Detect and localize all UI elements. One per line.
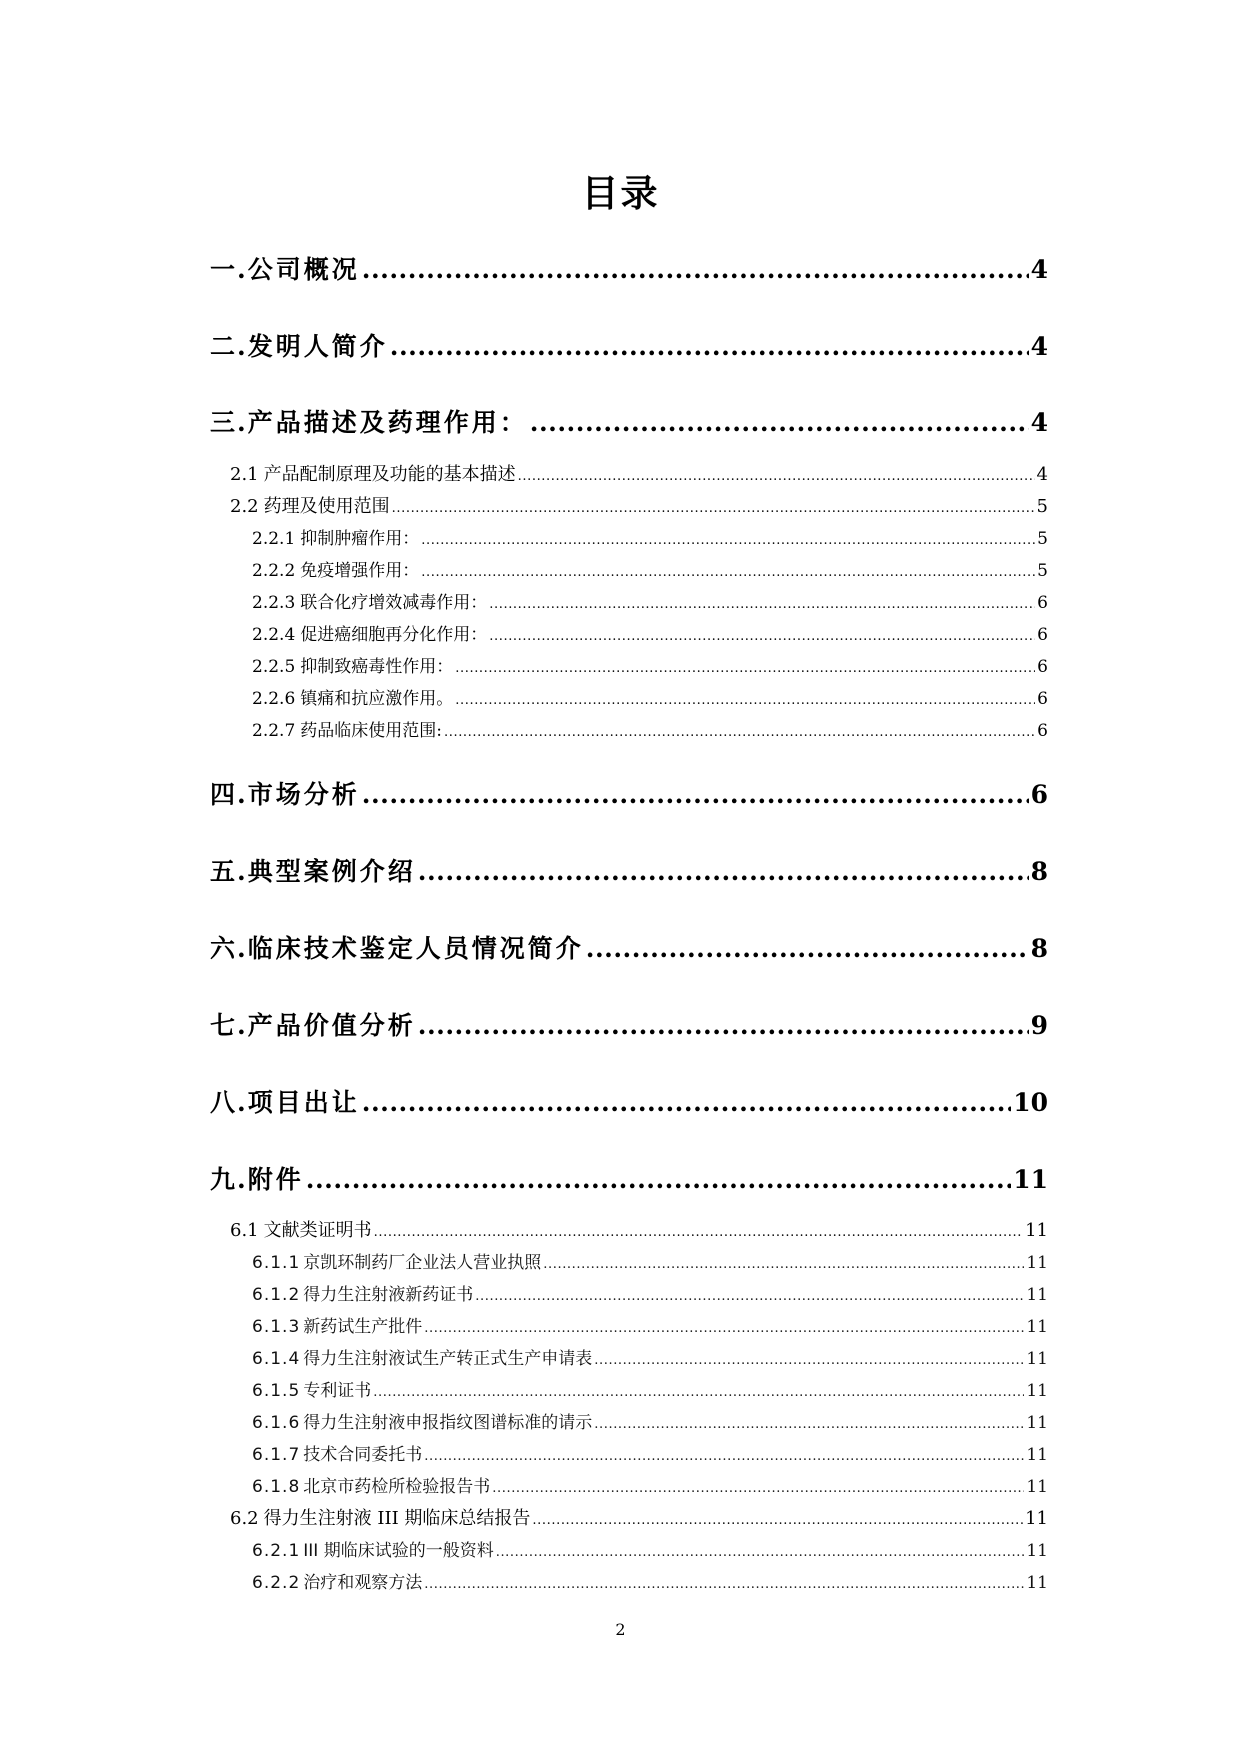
toc-dot-leader bbox=[455, 661, 1035, 676]
toc-entry-title: 抑制肿瘤作用： bbox=[300, 529, 420, 549]
toc-dot-leader bbox=[390, 332, 1029, 361]
toc-entry-number: 2.2.3 bbox=[252, 593, 296, 613]
toc-entry-section[interactable] bbox=[230, 460, 1048, 488]
toc-entry-chapter-2[interactable] bbox=[210, 327, 1048, 367]
toc-entry-page: 8 bbox=[1030, 857, 1048, 886]
toc-entry-title: 公司概况 bbox=[247, 255, 360, 284]
toc-entry-page: 6 bbox=[1037, 625, 1048, 645]
toc-entry-page: 4 bbox=[1030, 255, 1048, 284]
toc-entry-subsection[interactable] bbox=[252, 1408, 1048, 1436]
toc-entry-chapter-9[interactable] bbox=[210, 1160, 1048, 1200]
toc-dot-leader bbox=[373, 1385, 1024, 1400]
toc-entry-page: 5 bbox=[1037, 561, 1048, 581]
toc-entry-page: 5 bbox=[1037, 529, 1048, 549]
toc-entry-title: 项目出让 bbox=[247, 1088, 360, 1117]
toc-entry-chapter-4[interactable] bbox=[210, 775, 1048, 815]
toc-entry-page: 11 bbox=[1025, 1220, 1048, 1241]
toc-dot-leader bbox=[444, 725, 1035, 740]
toc-entry-number: 6.1.6 bbox=[252, 1413, 301, 1433]
toc-entry-number: 6.1.8 bbox=[252, 1477, 301, 1497]
toc-entry-page: 11 bbox=[1026, 1573, 1048, 1593]
toc-entry-page: 9 bbox=[1030, 1011, 1048, 1040]
toc-entry-subsection[interactable] bbox=[252, 524, 1048, 552]
toc-entry-number: 2.1 bbox=[230, 464, 259, 485]
toc-entry-chapter-1[interactable] bbox=[210, 250, 1048, 290]
toc-entry-number: 6.2.1 bbox=[252, 1541, 301, 1561]
toc-entry-page: 11 bbox=[1026, 1317, 1048, 1337]
toc-dot-leader bbox=[392, 501, 1035, 516]
toc-entry-number: 七. bbox=[210, 1011, 248, 1040]
toc-dot-leader bbox=[496, 1545, 1025, 1560]
toc-entry-page: 6 bbox=[1037, 657, 1048, 677]
toc-entry-subsection[interactable] bbox=[252, 652, 1048, 680]
toc-entry-page: 11 bbox=[1025, 1508, 1048, 1529]
toc-dot-leader bbox=[594, 1353, 1024, 1368]
toc-entry-subsection[interactable] bbox=[252, 1312, 1048, 1340]
toc-entry-title: 北京市药检所检验报告书 bbox=[303, 1477, 491, 1497]
toc-dot-leader bbox=[374, 1225, 1023, 1240]
toc-entry-number: 三. bbox=[210, 408, 248, 437]
toc-dot-leader bbox=[455, 693, 1035, 708]
toc-entry-number: 九. bbox=[210, 1165, 248, 1194]
toc-entry-page: 11 bbox=[1026, 1477, 1048, 1497]
toc-entry-number: 五. bbox=[210, 857, 248, 886]
toc-entry-page: 11 bbox=[1026, 1413, 1048, 1433]
toc-entry-title: 得力生注射液 III 期临床总结报告 bbox=[263, 1508, 531, 1529]
toc-entry-subsection[interactable] bbox=[252, 1568, 1048, 1596]
toc-dot-leader bbox=[532, 1513, 1023, 1528]
toc-entry-title: 新药试生产批件 bbox=[303, 1317, 423, 1337]
toc-entry-title: 技术合同委托书 bbox=[303, 1445, 423, 1465]
toc-dot-leader bbox=[594, 1417, 1024, 1432]
toc-entry-subsection[interactable] bbox=[252, 1536, 1048, 1564]
toc-entry-subsection[interactable] bbox=[252, 1280, 1048, 1308]
toc-entry-title: 得力生注射液试生产转正式生产申请表 bbox=[303, 1349, 593, 1369]
toc-entry-title: 京凯环制药厂企业法人营业执照 bbox=[303, 1253, 542, 1273]
toc-entry-title: 文献类证明书 bbox=[263, 1220, 372, 1241]
toc-entry-number: 6.1.2 bbox=[252, 1285, 301, 1305]
toc-entry-page: 8 bbox=[1030, 934, 1048, 963]
toc-dot-leader bbox=[543, 1257, 1024, 1272]
toc-entry-title: 药品临床使用范围: bbox=[300, 721, 442, 741]
toc-entry-title: 产品价值分析 bbox=[247, 1011, 416, 1040]
toc-entry-section[interactable] bbox=[230, 1216, 1048, 1244]
toc-entry-title: 市场分析 bbox=[247, 780, 360, 809]
toc-entry-number: 6.1 bbox=[230, 1220, 259, 1241]
toc-entry-section[interactable] bbox=[230, 492, 1048, 520]
toc-dot-leader bbox=[518, 469, 1035, 484]
toc-entry-title: 产品描述及药理作用： bbox=[247, 408, 528, 437]
toc-entry-subsection[interactable] bbox=[252, 1344, 1048, 1372]
toc-entry-chapter-6[interactable] bbox=[210, 929, 1048, 969]
toc-dot-leader bbox=[418, 857, 1029, 886]
toc-entry-title: 产品配制原理及功能的基本描述 bbox=[263, 464, 516, 485]
toc-entry-title: 得力生注射液申报指纹图谱标准的请示 bbox=[303, 1413, 593, 1433]
toc-entry-number: 6.1.4 bbox=[252, 1349, 301, 1369]
toc-entry-page: 11 bbox=[1013, 1165, 1048, 1194]
toc-dot-leader bbox=[489, 597, 1035, 612]
toc-entry-subsection[interactable] bbox=[252, 1472, 1048, 1500]
toc-entry-page: 11 bbox=[1026, 1381, 1048, 1401]
toc-entry-title: 镇痛和抗应激作用。 bbox=[300, 689, 454, 709]
toc-entry-subsection[interactable] bbox=[252, 1440, 1048, 1468]
toc-dot-leader bbox=[362, 1088, 1011, 1117]
toc-entry-number: 6.1.1 bbox=[252, 1253, 301, 1273]
toc-entry-title: III 期临床试验的一般资料 bbox=[303, 1541, 494, 1561]
toc-entry-title: 得力生注射液新药证书 bbox=[303, 1285, 474, 1305]
toc-entry-number: 一. bbox=[210, 255, 248, 284]
toc-entry-page: 4 bbox=[1030, 332, 1048, 361]
toc-entry-number: 六. bbox=[210, 934, 248, 963]
toc-entry-subsection[interactable] bbox=[252, 1376, 1048, 1404]
toc-entry-number: 6.2.2 bbox=[252, 1573, 301, 1593]
toc-dot-leader bbox=[489, 629, 1035, 644]
toc-entry-page: 4 bbox=[1030, 408, 1048, 437]
toc-entry-page: 11 bbox=[1026, 1541, 1048, 1561]
toc-entry-title: 发明人简介 bbox=[247, 332, 388, 361]
toc-entry-number: 2.2 bbox=[230, 496, 259, 517]
toc-entry-page: 11 bbox=[1026, 1285, 1048, 1305]
toc-dot-leader bbox=[530, 408, 1029, 437]
toc-entry-number: 2.2.6 bbox=[252, 689, 296, 709]
toc-entry-chapter-8[interactable] bbox=[210, 1083, 1048, 1123]
toc-entry-title: 抑制致癌毒性作用： bbox=[300, 657, 454, 677]
toc-entry-title: 附件 bbox=[247, 1165, 304, 1194]
toc-entry-page: 6 bbox=[1037, 689, 1048, 709]
toc-dot-leader bbox=[362, 255, 1029, 284]
toc-entry-number: 6.1.5 bbox=[252, 1381, 301, 1401]
toc-entry-subsection[interactable] bbox=[252, 620, 1048, 648]
toc-entry-section[interactable] bbox=[230, 1504, 1048, 1532]
toc-entry-number: 2.2.5 bbox=[252, 657, 296, 677]
toc-entry-number: 6.1.7 bbox=[252, 1445, 301, 1465]
toc-entry-title: 药理及使用范围 bbox=[263, 496, 390, 517]
toc-dot-leader bbox=[421, 533, 1035, 548]
toc-dot-leader bbox=[475, 1289, 1024, 1304]
toc-entry-title: 促进癌细胞再分化作用： bbox=[300, 625, 488, 645]
toc-entry-page: 5 bbox=[1036, 496, 1048, 517]
toc-entry-number: 2.2.1 bbox=[252, 529, 296, 549]
toc-dot-leader bbox=[586, 934, 1029, 963]
toc-dot-leader bbox=[424, 1449, 1024, 1464]
toc-entry-chapter-7[interactable] bbox=[210, 1006, 1048, 1046]
toc-dot-leader bbox=[306, 1165, 1011, 1194]
page-title: 目录 bbox=[581, 171, 660, 215]
toc-entry-chapter-3[interactable] bbox=[210, 403, 1048, 443]
toc-dot-leader bbox=[424, 1577, 1024, 1592]
toc-entry-title: 专利证书 bbox=[303, 1381, 372, 1401]
toc-dot-leader bbox=[362, 780, 1029, 809]
toc-entry-page: 6 bbox=[1030, 780, 1048, 809]
toc-entry-page: 11 bbox=[1026, 1349, 1048, 1369]
toc-entry-number: 2.2.4 bbox=[252, 625, 296, 645]
toc-entry-subsection[interactable] bbox=[252, 684, 1048, 712]
toc-entry-chapter-5[interactable] bbox=[210, 852, 1048, 892]
toc-entry-page: 11 bbox=[1026, 1445, 1048, 1465]
toc-entry-subsection[interactable] bbox=[252, 716, 1048, 744]
toc-entry-number: 6.1.3 bbox=[252, 1317, 301, 1337]
toc-entry-title: 临床技术鉴定人员情况简介 bbox=[247, 934, 584, 963]
toc-entry-number: 2.2.7 bbox=[252, 721, 296, 741]
toc-entry-number: 6.2 bbox=[230, 1508, 259, 1529]
toc-entry-title: 联合化疗增效减毒作用： bbox=[300, 593, 488, 613]
toc-entry-title: 治疗和观察方法 bbox=[303, 1573, 423, 1593]
toc-entry-number: 2.2.2 bbox=[252, 561, 296, 581]
toc-entry-subsection[interactable] bbox=[252, 588, 1048, 616]
toc-entry-page: 10 bbox=[1013, 1088, 1048, 1117]
toc-entry-title: 典型案例介绍 bbox=[247, 857, 416, 886]
toc-entry-number: 八. bbox=[210, 1088, 248, 1117]
toc-entry-page: 6 bbox=[1037, 593, 1048, 613]
toc-entry-subsection[interactable] bbox=[252, 556, 1048, 584]
toc-entry-page: 4 bbox=[1036, 464, 1048, 485]
toc-entry-page: 6 bbox=[1037, 721, 1048, 741]
page-number: 2 bbox=[615, 1620, 626, 1639]
toc-dot-leader bbox=[492, 1481, 1024, 1496]
toc-entry-title: 免疫增强作用： bbox=[300, 561, 420, 581]
toc-dot-leader bbox=[418, 1011, 1029, 1040]
toc-entry-page: 11 bbox=[1026, 1253, 1048, 1273]
toc-entry-number: 四. bbox=[210, 780, 248, 809]
toc-dot-leader bbox=[424, 1321, 1024, 1336]
toc-dot-leader bbox=[421, 565, 1035, 580]
toc-entry-subsection[interactable] bbox=[252, 1248, 1048, 1276]
toc-entry-number: 二. bbox=[210, 332, 248, 361]
